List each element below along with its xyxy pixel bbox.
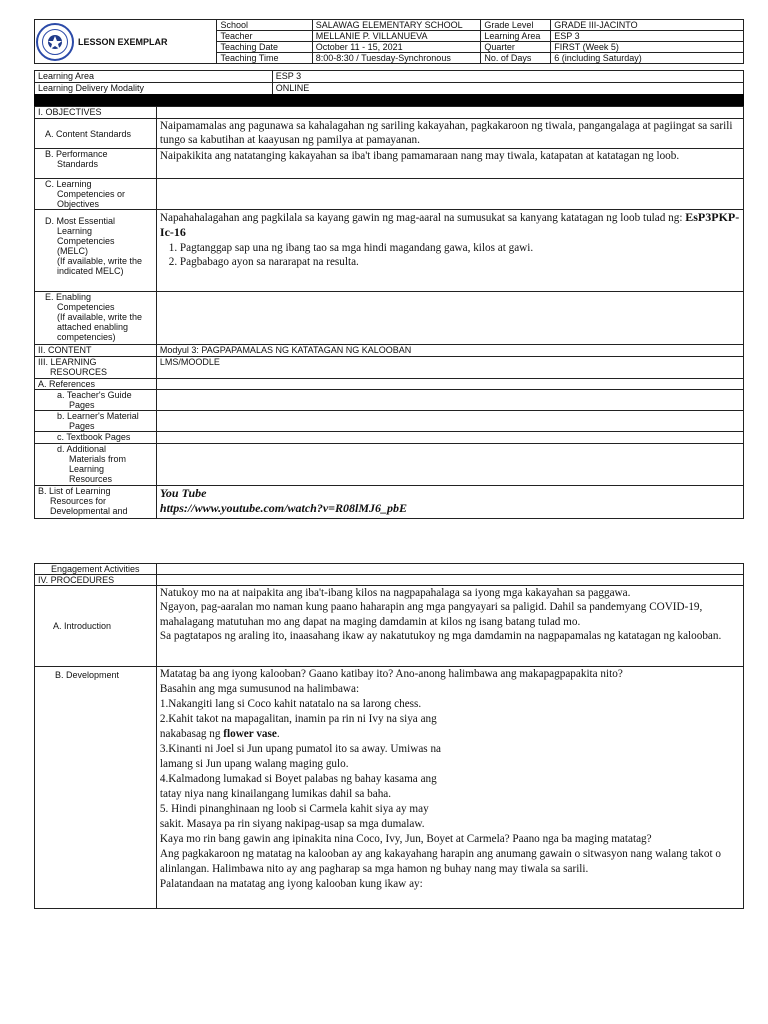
lesson-main-table <box>34 106 744 519</box>
black-divider-bar <box>34 94 744 106</box>
content-label: II. CONTENT <box>35 345 157 357</box>
teaching-time-label: Teaching Time <box>217 53 312 64</box>
area-value: ESP 3 <box>272 71 743 83</box>
melc-item: 2. Pagbabago ayon sa nararapat na resulta. <box>180 255 740 269</box>
teaching-date-value: October 11 - 15, 2021 <box>312 42 481 53</box>
additional-materials-value <box>156 444 743 486</box>
melc-item: 1. Pagtanggap sap una ng ibang tao sa mga hindi magandang gawa, kilos at gawi. <box>180 241 740 255</box>
learning-competencies-value <box>156 179 743 210</box>
learners-material-label: b. Learner's Material Pages <box>35 411 157 432</box>
deped-seal <box>35 20 76 64</box>
school-value: SALAWAG ELEMENTARY SCHOOL <box>312 20 481 31</box>
teaching-date-label: Teaching Date <box>217 42 312 53</box>
teachers-guide-label: a. Teacher's Guide Pages <box>35 390 157 411</box>
area-label: Learning Area <box>35 71 273 83</box>
development-label: B. Development <box>35 667 157 909</box>
grade-level-label: Grade Level <box>481 20 551 31</box>
seal-icon <box>35 22 75 62</box>
performance-standards-text: Naipakikita ang natatanging kakayahan sa iba't ibang pamamaraan nang may tiwala, katapatan at katatagan ng loob. <box>156 149 743 179</box>
no-of-days-label: No. of Days <box>481 53 551 64</box>
modality-value: ONLINE <box>272 83 743 95</box>
procedures-table <box>34 563 744 909</box>
no-of-days-value: 6 (including Saturday) <box>551 53 744 64</box>
modality-label: Learning Delivery Modality <box>35 83 273 95</box>
teaching-time-value: 8:00-8:30 / Tuesday-Synchronous <box>312 53 481 64</box>
list-of-resources-value <box>156 486 743 519</box>
list-of-resources-label: B. List of Learning Resources for Developmental and <box>35 486 157 519</box>
quarter-label: Quarter <box>481 42 551 53</box>
enabling-competencies-value <box>156 292 743 345</box>
development-text: Matatag ba ang iyong kalooban? Gaano katibay ito? Ano-anong halimbawa ang makapagpapakita nito? Basahin ang mga sumusunod na halimbawa: 1.Nakangiti lang si Coco kahit natatalo na sa larong chess. 2.Kahit takot na mapagalitan, inamin pa rin ni Ivy na siya ang nakabasag ng flower vase. 3.Kinanti ni Joel si Jun upang pumatol ito sa away. Umiwas na lamang si Jun upang walang maging gulo. 4.Kalmadong lumakad si Boyet palabas ng bahay kasama ang tatay niya nang kinailangang lumikas dahil sa baha. 5. Hindi pinanghinaan ng loob si Carmela kahit siya ay may sakit. Masaya pa rin siyang nakipag-usap sa mga dumalaw. Kaya mo rin bang gawin ang ipinakita nina Coco, Ivy, Jun, Boyet at Carmela? Paano nga ba maging matatag? Ang pagkakaroon ng matatag na kalooban ay ang kakayahang harapin ang anumang gawain o sitwasyon nang walang takot o alinlangan. Halimbawa nito ay ang pagharap sa mga hamon ng buhay nang may tiwala sa sarili. Palatandaan na matatag ang iyong kalooban kung ikaw ay: <box>156 667 743 909</box>
learning-resources-label: III. LEARNING RESOURCES <box>35 357 157 379</box>
additional-materials-label: d. Additional Materials from Learning Resources <box>35 444 157 486</box>
quarter-value: FIRST (Week 5) <box>551 42 744 53</box>
learning-area-value: ESP 3 <box>551 31 744 42</box>
content-standards-label: A. Content Standards <box>35 119 157 149</box>
introduction-label: A. Introduction <box>35 586 157 667</box>
learners-material-value <box>156 411 743 432</box>
procedures-heading: IV. PROCEDURES <box>35 575 157 586</box>
grade-level-value: GRADE III-JACINTO <box>551 20 744 31</box>
objectives-heading: I. OBJECTIVES <box>35 107 157 119</box>
melc-list <box>160 241 740 270</box>
teacher-label: Teacher <box>217 31 312 42</box>
melc-text: Napahahalagahan ang pagkilala sa kayang gawin ng mag-aaral na sumusukat sa kanyang katatagan ng loob tulad ng: EsP3PKP-Ic-16 1. Pagtanggap sap una ng ibang tao sa mga hindi magandang gawa, kilos at gawi. 2. Pagbabago ayon sa nararapat na resulta. <box>156 210 743 292</box>
content-standards-text: Naipamamalas ang pagunawa sa kahalagahan ng sariling kakayahan, pagkakaroon ng tiwala, pangangalaga at pagiingat sa sarili tungo sa kabutihan at kaayusan ng pamilya at pamayanan. <box>156 119 743 149</box>
lesson-exemplar-title: LESSON EXEMPLAR <box>75 20 217 64</box>
learning-area-label: Learning Area <box>481 31 551 42</box>
engagement-activities-label: Engagement Activities <box>35 564 157 575</box>
enabling-competencies-label: E. Enabling Competencies (If available, write the attached enabling competencies) <box>35 292 157 345</box>
textbook-pages-label: c. Textbook Pages <box>35 432 157 444</box>
melc-code: EsP3PKP-Ic-16 <box>159 210 740 240</box>
area-modality-table <box>34 70 744 95</box>
youtube-label: You Tube <box>159 486 207 500</box>
school-label: School <box>217 20 312 31</box>
learning-competencies-label: C. Learning Competencies or Objectives <box>35 179 157 210</box>
introduction-text: Natukoy mo na at naipakita ang iba't-ibang kilos na nagpapahalaga sa iyong mga kakayahan sa paggawa. Ngayon, pag-aaralan mo naman kung paano haharapin ang mga pangyayari sa paligid. Dahil sa pandemyang COVID-19, mahalagang matutuhan mo ang dapat na maging damdamin at kilos ng isang batang tulad mo. Sa pagtatapos ng araling ito, inaasahang ikaw ay nakatutukoy ng mga damdamin na nagpapamalas ng katatagan ng kalooban. <box>156 586 743 667</box>
melc-label: D. Most Essential Learning Competencies (MELC) (If available, write the indicated MELC) <box>35 210 157 292</box>
youtube-link[interactable]: https://www.youtube.com/watch?v=R08lMJ6_pbE <box>159 501 407 515</box>
performance-standards-label: B. Performance Standards <box>35 149 157 179</box>
teacher-value: MELLANIE P. VILLANUEVA <box>312 31 481 42</box>
header-table <box>34 19 744 64</box>
textbook-pages-value <box>156 432 743 444</box>
references-label: A. References <box>35 379 157 390</box>
content-value: Modyul 3: PAGPAPAMALAS NG KATATAGAN NG KALOOBAN <box>156 345 743 357</box>
learning-resources-value: LMS/MOODLE <box>156 357 743 379</box>
teachers-guide-value <box>156 390 743 411</box>
